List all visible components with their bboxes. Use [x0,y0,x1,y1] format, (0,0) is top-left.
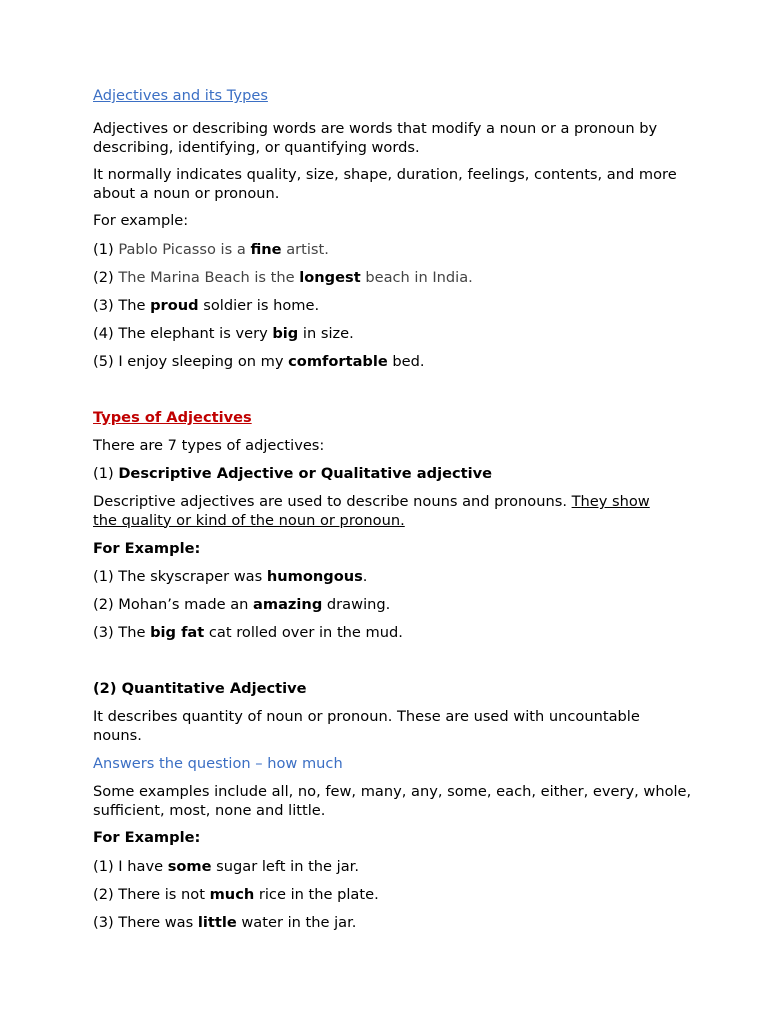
example-line: (4) The elephant is very big in size. [93,325,354,342]
for-example-label: For Example: [93,829,201,846]
example-line: (5) I enjoy sleeping on my comfortable bed. [93,353,425,370]
types-heading[interactable] [93,409,693,428]
type-description: It describes quantity of noun or pronoun. These are used with uncountable nouns. [93,708,640,744]
example-label: For example: [93,212,189,229]
answers-line: Answers the question – how much [93,755,343,772]
type-heading: (2) Quantitative Adjective [93,680,307,697]
types-count: There are 7 types of adjectives: [93,437,325,454]
type-heading: (1) Descriptive Adjective or Qualitative adjective [93,465,493,482]
section-heading[interactable] [93,87,693,106]
example-line: (1) I have some sugar left in the jar. [93,858,359,875]
example-line: (2) The Marina Beach is the longest beach in India. [93,269,473,286]
intro-paragraph-2: It normally indicates quality, size, shape, duration, feelings, contents, and more about a noun or pronoun. [93,166,677,202]
type-description: Descriptive adjectives are used to describe nouns and pronouns. They show the quality or kind of the noun or pronoun. [93,493,650,529]
example-line: (3) The proud soldier is home. [93,297,320,314]
example-line: (3) There was little water in the jar. [93,914,357,931]
examples-list-text: Some examples include all, no, few, many, any, some, each, either, every, whole, sufficient, most, none and little. [93,783,692,819]
example-line: (2) Mohan’s made an amazing drawing. [93,596,391,613]
example-line: (2) There is not much rice in the plate. [93,886,379,903]
for-example-label: For Example: [93,540,201,557]
example-line: (1) Pablo Picasso is a fine artist. [93,241,329,258]
example-line: (3) The big fat cat rolled over in the mud. [93,624,403,641]
types-of-adjectives-link[interactable]: Types of Adjectives [93,409,252,426]
example-line: (1) The skyscraper was humongous. [93,568,368,585]
adjectives-and-types-link[interactable]: Adjectives and its Types [93,87,268,104]
intro-paragraph: Adjectives or describing words are words that modify a noun or a pronoun by describing, identifying, or quantifying words. [93,120,658,156]
